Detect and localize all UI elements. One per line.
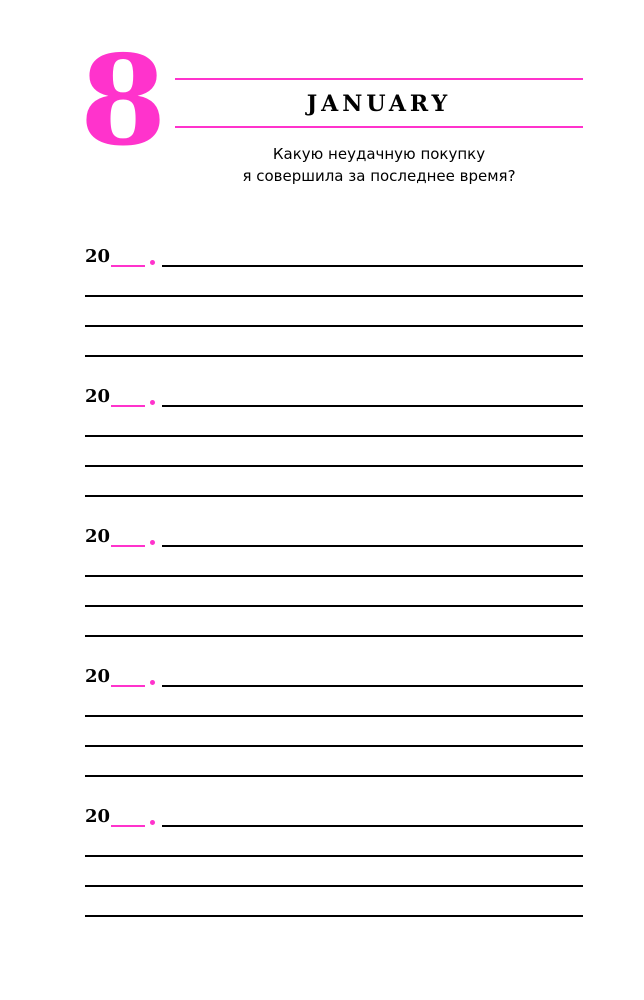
writing-line[interactable]	[162, 545, 583, 547]
writing-line[interactable]	[85, 715, 583, 717]
writing-line[interactable]	[85, 435, 583, 437]
writing-line[interactable]	[85, 465, 583, 467]
writing-line[interactable]	[85, 855, 583, 857]
journal-entry	[85, 526, 583, 648]
question-line-2: я совершила за последнее время?	[242, 167, 516, 185]
writing-line[interactable]	[85, 775, 583, 777]
writing-line[interactable]	[85, 605, 583, 607]
writing-line[interactable]	[85, 325, 583, 327]
writing-line[interactable]	[162, 265, 583, 267]
year-blank-line[interactable]	[111, 825, 145, 827]
writing-line[interactable]	[85, 745, 583, 747]
entry-year-prefix: 20	[85, 386, 111, 407]
entry-year-prefix: 20	[85, 806, 111, 827]
journal-entry	[85, 666, 583, 788]
writing-line[interactable]	[162, 405, 583, 407]
writing-line[interactable]	[85, 635, 583, 637]
entry-dot	[150, 680, 155, 685]
entry-dot	[150, 260, 155, 265]
entry-dot	[150, 540, 155, 545]
writing-line[interactable]	[85, 355, 583, 357]
entry-dot	[150, 820, 155, 825]
year-blank-line[interactable]	[111, 405, 145, 407]
journal-entry	[85, 386, 583, 508]
year-blank-line[interactable]	[111, 545, 145, 547]
day-number: 8	[80, 29, 165, 174]
writing-line[interactable]	[85, 495, 583, 497]
writing-line[interactable]	[162, 685, 583, 687]
writing-line[interactable]	[85, 295, 583, 297]
year-blank-line[interactable]	[111, 265, 145, 267]
entry-year-prefix: 20	[85, 666, 111, 687]
writing-line[interactable]	[85, 885, 583, 887]
journal-entry	[85, 806, 583, 928]
journal-entry	[85, 246, 583, 368]
entry-year-prefix: 20	[85, 526, 111, 547]
year-blank-line[interactable]	[111, 685, 145, 687]
entry-year-prefix: 20	[85, 246, 111, 267]
month-title: JANUARY	[306, 91, 452, 117]
entry-dot	[150, 400, 155, 405]
question-line-1: Какую неудачную покупку	[272, 145, 486, 163]
writing-line[interactable]	[85, 575, 583, 577]
writing-line[interactable]	[85, 915, 583, 917]
writing-line[interactable]	[162, 825, 583, 827]
